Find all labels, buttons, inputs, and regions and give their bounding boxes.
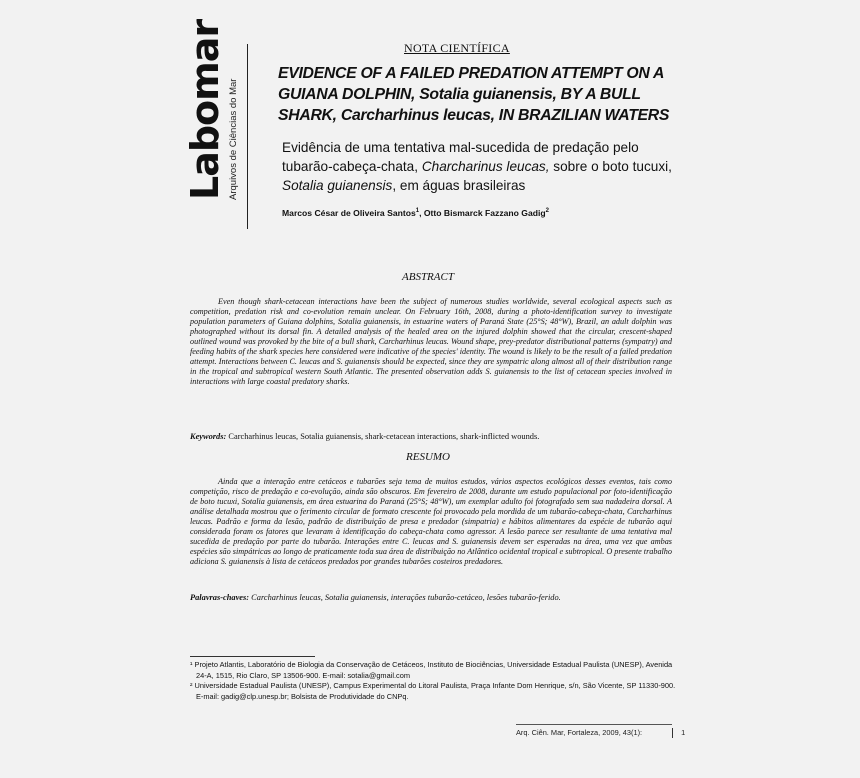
logo-subtitle: Arquivos de Ciências do Mar: [228, 78, 239, 200]
article-title: EVIDENCE OF A FAILED PREDATION ATTEMPT ON A GUIANA DOLPHIN, Sotalia guianensis, BY A BULL SHARK, Carcharhinus leucas, IN BRAZILIAN WATERS: [278, 65, 670, 124]
footer-divider: [516, 724, 672, 725]
resumo-heading: RESUMO: [406, 451, 450, 463]
page-number: 1: [681, 728, 686, 737]
footnotes: [190, 660, 680, 702]
palavras-chaves: Palavras-chaves: Carcharhinus leucas, Sotalia guianensis, interações tubarão-cetáceo, lesões tubarão-ferido.: [190, 593, 561, 602]
portuguese-title: Evidência de uma tentativa mal-sucedida de predação pelo tubarão-cabeça-chata, Charcharinus leucas, sobre o boto tucuxi, Sotalia guianensis, em águas brasileiras: [282, 140, 672, 193]
abstract-heading: ABSTRACT: [402, 271, 454, 283]
header-divider: [247, 44, 248, 229]
abstract-text: Even though shark-cetacean interactions have been the subject of numerous studies worldwide, several ecological aspects such as competition, predation risk and co-evolution remain unclear. On February 16th, 2008, during a photo-identification survey to investigate population parameters of Guiana dolphins, Sotalia guianensis, in estuarine waters of Paraná State (25°S; 48°W), Brazil, an adult dolphin was photographed without its dorsal fin. A detailed analysis of the healed area on the injured dolphin showed that the circular, crescent-shaped outlined wound was provoked by the bite of a bull shark, Carcharhinus leucas. Wound shape, prey-predator distributional patterns (sympatry) and feeding habits of the shark species here considered were indicative of the species' identity. The wound is likely to be the result of a failed predation attempt. Interactions between C. leucas and S. guianensis should be expected, since they are sympatric along almost all of their distribution range in the tropical and subtropical western South Atlantic. The presented observation adds S. guianensis to the list of cetacean species involved in interactions with large coastal predatory sharks.: [190, 297, 672, 386]
section-label: NOTA CIENTÍFICA: [404, 41, 510, 55]
footer-citation: Arq. Ciên. Mar, Fortaleza, 2009, 43(1):: [516, 728, 643, 737]
footnote-1: ¹ Projeto Atlantis, Laboratório de Biologia da Conservação de Cetáceos, Instituto de Biociências, Universidade Estadual Paulista (UNESP), Avenida 24-A, 1515, Rio Claro, SP 13506-900. E-mail: sotalia@gmail.com: [190, 660, 673, 680]
resumo-text: Ainda que a interação entre cetáceos e tubarões seja tema de muitos estudos, vários aspectos ecológicos desses eventos, tais como competição, risco de predação e co-evolução, ainda são obscuros. Em fevereiro de 2008, durante um estudo populacional por foto-identificação de boto tucuxi, Sotalia guianensis, em área estuarina do Paraná (25°S; 48°W), um exemplar adulto foi fotografado sem sua nadadeira dorsal. A análise detalhada mostrou que o ferimento circular de formato crescente foi provocado pela mordida de um tubarão-cabeça-chata, Carcharhinus leucas. Padrão e forma da lesão, padrão de distribuição de presa e predador (simpatria) e hábitos alimentares da espécie de tubarão aqui considerada foram os fatores que levaram à identificação do cabeça-chata como agressor. A lesão parece ser resultante de uma tentativa mal sucedida de predação por parte do tubarão. Interações entre C. leucas and S. guianensis devem ser esperadas na área, uma vez que ambas espécies são simpátricas ao longo de praticamente toda sua área de distribuição no Atlântico ocidental tropical e subtropical. O presente trabalho adiciona S. guianensis à lista de cetáceos predados por grandes tubarões costeiros predadores.: [190, 477, 672, 566]
authors: Marcos César de Oliveira Santos$^1$, Otto Bismarck Fazzano Gadig$^2$: [282, 208, 549, 218]
keywords: Keywords: Carcharhinus leucas, Sotalia guianensis, shark-cetacean interactions, shark-inflicted wounds.: [190, 432, 540, 441]
footnote-divider: [190, 656, 315, 657]
footnote-2: ² Universidade Estadual Paulista (UNESP), Campus Experimental do Litoral Paulista, Praça Infante Dom Henrique, s/n, São Vicente, SP 11330-900. E-mail: gadig@clp.unesp.br; Bolsista de Produtividade do CNPq.: [190, 681, 676, 701]
page-footer: [516, 728, 685, 738]
logo-wordmark: Labomar: [183, 19, 227, 200]
journal-logo: [183, 19, 244, 210]
